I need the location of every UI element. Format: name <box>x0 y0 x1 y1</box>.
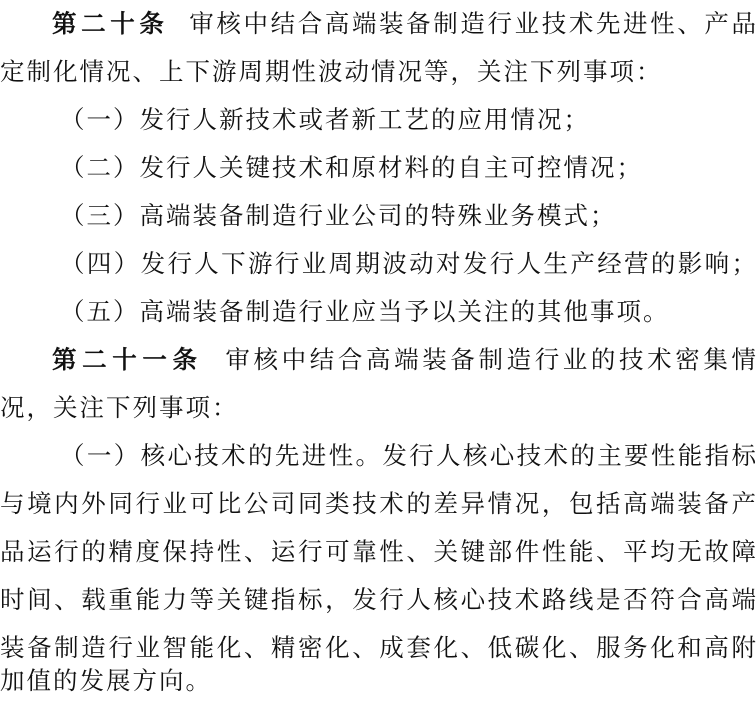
article-21-text-line1: 审核中结合高端装备制造行业的技术密集情 <box>225 345 756 374</box>
article-20-item-4: （四）发行人下游行业周期波动对发行人生产经营的影响； <box>60 249 756 278</box>
article-21-item-1-line-6: 加值的发展方向。 <box>0 666 212 695</box>
article-21-item-1-line-1: （一）核心技术的先进性。发行人核心技术的主要性能指标 <box>60 441 756 470</box>
article-21-item-1-line-4: 时间、载重能力等关键指标，发行人核心技术路线是否符合高端 <box>0 585 756 614</box>
article-21-item-1-line-2: 与境内外同行业可比公司同类技术的差异情况，包括高端装备产 <box>0 489 756 518</box>
article-21-heading: 第二十一条 <box>52 345 203 374</box>
article-20-first-line <box>0 0 756 48</box>
article-20-item-3: （三）高端装备制造行业公司的特殊业务模式； <box>60 201 617 230</box>
article-20-item-1: （一）发行人新技术或者新工艺的应用情况； <box>60 105 590 134</box>
article-20-text-line2: 定制化情况、上下游周期性波动情况等，关注下列事项： <box>0 57 663 86</box>
article-21-text-line2: 况，关注下列事项： <box>0 393 239 422</box>
article-21-item-1-line-5: 装备制造行业智能化、精密化、成套化、低碳化、服务化和高附 <box>0 633 756 662</box>
article-20-item-2: （二）发行人关键技术和原材料的自主可控情况； <box>60 153 643 182</box>
article-20-heading: 第二十条 <box>52 9 169 38</box>
article-21-item-1-line-3: 品运行的精度保持性、运行可靠性、关键部件性能、平均无故障 <box>0 537 756 566</box>
article-21-first-line <box>0 336 756 384</box>
article-20-item-5: （五）高端装备制造行业应当予以关注的其他事项。 <box>60 297 670 326</box>
article-20-text-line1: 审核中结合高端装备制造行业技术先进性、产品 <box>189 9 756 38</box>
